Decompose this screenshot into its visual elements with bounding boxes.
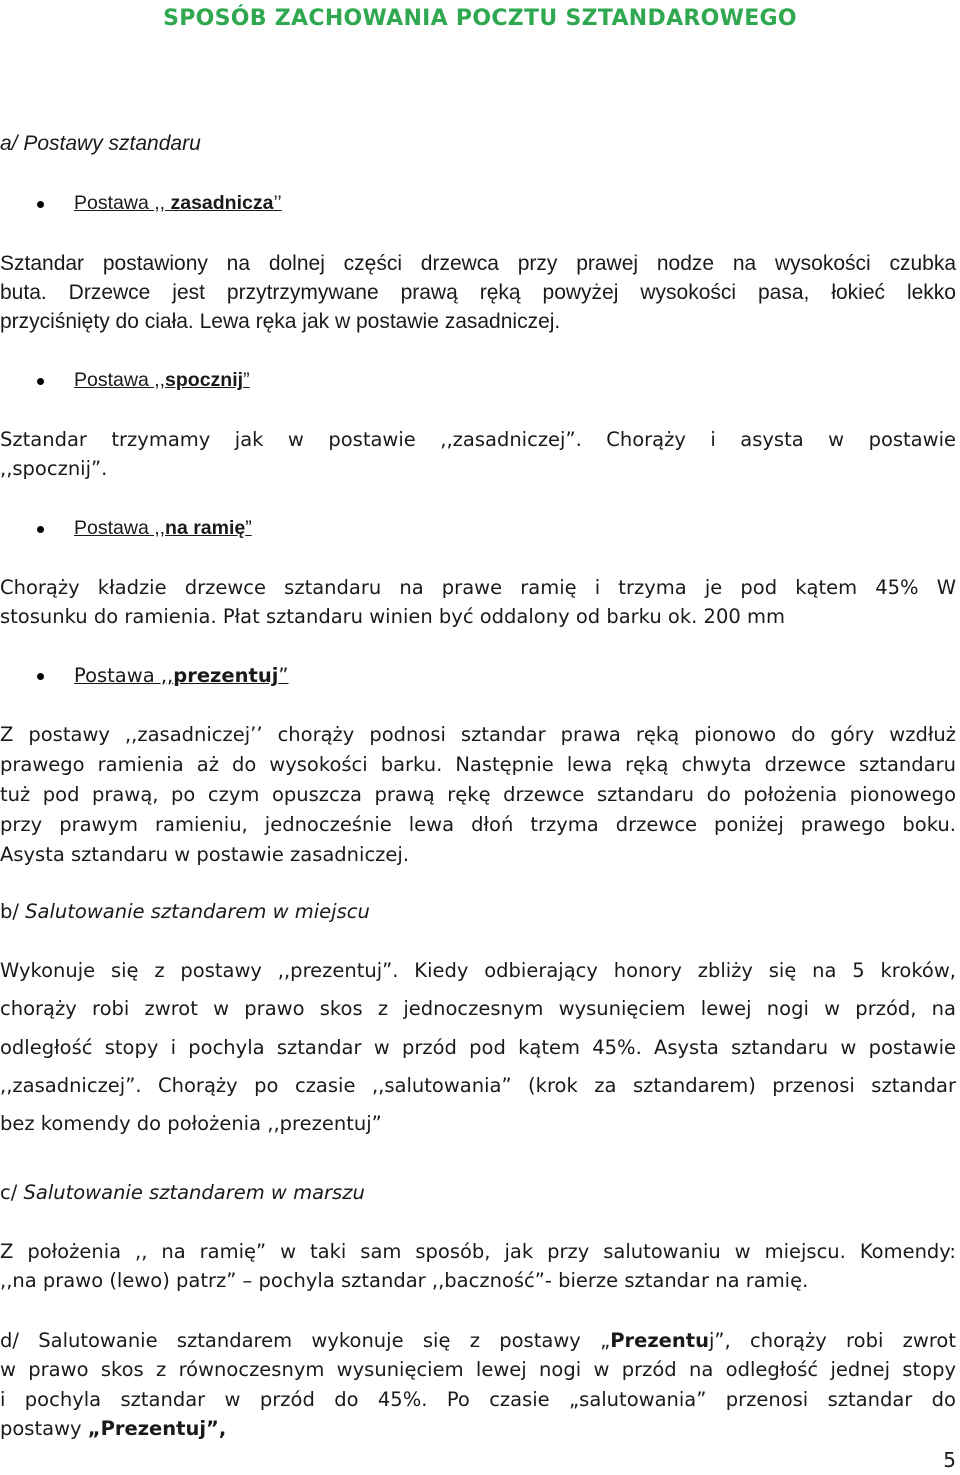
paragraph-line: odległość stopy i pochyla sztandar w przód pod kątem 45%. Asysta sztandaru w postawie <box>0 1036 956 1059</box>
paragraph-line: chorąży robi zwrot w prawo skos z jednoczesnym wysunięciem lewej nogi w przód, na <box>0 997 956 1020</box>
paragraph-line: ,,na prawo (lewo) patrz” – pochyla sztandar ,,baczność”- bierze sztandar na ramię. <box>0 1269 809 1292</box>
paragraph-line: ,,zasadniczej”. Chorąży po czasie ,,salutowania” (krok za sztandarem) przenosi sztandar <box>0 1074 956 1097</box>
bullet-label: Postawa ,,na ramię” <box>74 517 252 539</box>
page-title: SPOSÓB ZACHOWANIA POCZTU SZTANDAROWEGO <box>163 6 797 31</box>
paragraph-line: Sztandar postawiony na dolnej części drzewca przy prawej nodze na wysokości czubka <box>0 252 956 275</box>
paragraph-line: d/ Salutowanie sztandarem wykonuje się z postawy „Prezentuj”, chorąży robi zwrot <box>0 1329 957 1352</box>
paragraph-line: Z położenia ,, na ramię” w taki sam sposób, jak przy salutowaniu w miejscu. Komendy: <box>0 1240 956 1263</box>
bullet-label: Postawa ,,spocznij” <box>74 369 250 391</box>
paragraph-line: bez komendy do położenia ,,prezentuj” <box>0 1112 382 1135</box>
paragraph-line: prawego ramienia aż do wysokości barku. Następnie lewa ręką chwyta drzewce sztandaru <box>0 753 956 776</box>
paragraph-line: i pochyla sztandar w przód do 45%. Po czasie „salutowania” przenosi sztandar do <box>0 1388 956 1411</box>
paragraph-line: przyciśnięty do ciała. Lewa ręka jak w postawie zasadniczej. <box>0 310 561 333</box>
paragraph-line: Asysta sztandaru w postawie zasadniczej. <box>0 843 410 866</box>
paragraph-line: Z postawy ,,zasadniczej’’ chorąży podnosi sztandar prawa ręką pionowo do góry wzdłuż <box>0 723 956 746</box>
paragraph-line: Sztandar trzymamy jak w postawie ,,zasadniczej”. Chorąży i asysta w postawie <box>0 428 956 451</box>
paragraph-line: postawy „Prezentuj”, <box>0 1417 227 1440</box>
section-a-heading: a/ Postawy sztandaru <box>0 132 201 155</box>
paragraph-line: w prawo skos z równoczesnym wysunięciem lewej nogi w przód na odległość jednej stopy <box>0 1358 956 1381</box>
page-number: 5 <box>943 1448 956 1472</box>
bullet-postawa-prezentuj <box>74 661 289 691</box>
bullet-postawa-spocznij <box>74 366 250 396</box>
paragraph-line: tuż pod prawą, po czym opuszcza prawą rękę drzewce sztandaru do położenia pionowego <box>0 783 956 806</box>
paragraph-line: Chorąży kładzie drzewce sztandaru na prawe ramię i trzyma je pod kątem 45% W <box>0 576 956 599</box>
bullet-postawa-na-ramie <box>74 514 252 544</box>
paragraph-line: stosunku do ramienia. Płat sztandaru winien być oddalony od barku ok. 200 mm <box>0 605 785 628</box>
paragraph-line: przy prawym ramieniu, jednocześnie lewa dłoń trzyma drzewce poniżej prawego boku. <box>0 813 956 836</box>
paragraph-line: buta. Drzewce jest przytrzymywane prawą ręką powyżej wysokości pasa, łokieć lekko <box>0 281 956 304</box>
section-b-heading: b/ Salutowanie sztandarem w miejscu <box>0 900 370 923</box>
bullet-label: Postawa ,,prezentuj” <box>74 664 289 687</box>
section-c-heading: c/ Salutowanie sztandarem w marszu <box>0 1181 365 1204</box>
bullet-label: Postawa ,, zasadnicza’’ <box>74 192 282 214</box>
paragraph-line: Wykonuje się z postawy ,,prezentuj”. Kiedy odbierający honory zbliży się na 5 kroków, <box>0 959 956 982</box>
bullet-postawa-zasadnicza <box>74 189 282 219</box>
paragraph-line: ,,spocznij”. <box>0 457 108 480</box>
